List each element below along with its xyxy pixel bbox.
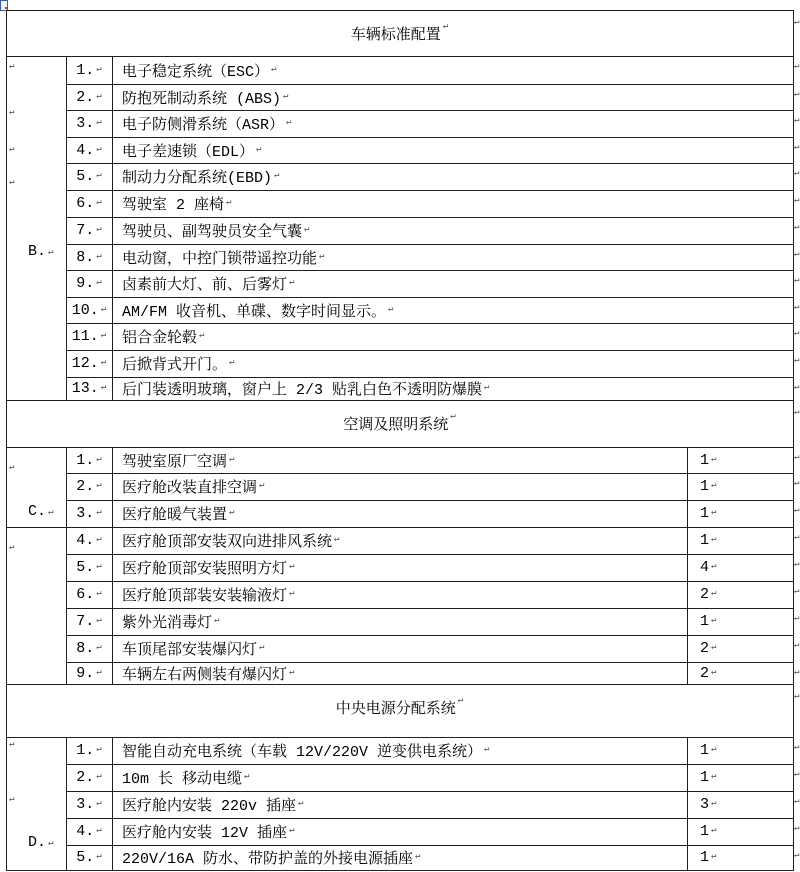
- pilcrow-mark: ↵: [711, 666, 717, 677]
- row-end-mark: ↵: [794, 796, 800, 806]
- item-desc-cell-text: 驾驶室原厂空调: [122, 453, 228, 471]
- pilcrow-mark: ↵: [96, 798, 102, 808]
- item-desc-cell-text: 医疗舱顶部安装照明方灯: [122, 561, 288, 578]
- pilcrow-mark: ↵: [96, 63, 102, 74]
- row-number-cell: [66, 163, 112, 190]
- pilcrow-mark: ↵: [96, 224, 102, 234]
- row-end-mark: ↵: [794, 382, 800, 392]
- item-qty-cell-text: 1: [700, 505, 710, 522]
- pilcrow-mark: ↵: [289, 588, 295, 598]
- item-desc-cell-text: 医疗舱内安装 12V 插座: [122, 825, 288, 842]
- item-desc-cell: [112, 662, 687, 684]
- item-desc-cell-text: 车顶尾部安装爆闪灯: [122, 642, 258, 659]
- item-desc-cell: [112, 163, 793, 190]
- row-end-mark: ↵: [794, 355, 800, 365]
- empty-paragraph-mark: ↵: [9, 739, 15, 749]
- pilcrow-mark: ↵: [96, 277, 102, 287]
- row-number-cell: [66, 56, 112, 84]
- row-number-cell: [66, 217, 112, 244]
- row-number-cell: [66, 500, 112, 527]
- empty-paragraph-mark: ↵: [9, 61, 15, 71]
- item-qty-cell: [687, 818, 793, 845]
- row-number-cell-text: 7.: [76, 613, 95, 630]
- row-number-cell: [66, 845, 112, 870]
- pilcrow-mark: ↵: [711, 798, 717, 808]
- pilcrow-mark: ↵: [96, 561, 102, 571]
- pilcrow-mark: ↵: [286, 117, 292, 127]
- row-number-cell-text: 10.: [71, 301, 99, 319]
- item-desc-cell-text: 电子差速锁（EDL）: [122, 143, 255, 161]
- pilcrow-mark: ↵: [96, 480, 102, 490]
- pilcrow-mark: ↵: [214, 615, 220, 625]
- pilcrow-mark: ↵: [96, 453, 102, 464]
- item-desc-cell: [112, 84, 793, 110]
- row-number-cell-text: 6.: [76, 586, 95, 603]
- item-desc-cell-text: 后掀背式开门。: [122, 357, 228, 374]
- item-desc-cell: [112, 737, 687, 764]
- row-number-cell-text: 5.: [76, 168, 95, 185]
- item-qty-cell-text: 1: [700, 478, 710, 495]
- item-qty-cell: [687, 764, 793, 791]
- pilcrow-mark: ↵: [96, 771, 102, 781]
- pilcrow-mark: ↵: [96, 117, 102, 127]
- row-end-mark: ↵: [794, 195, 800, 205]
- pilcrow-mark: ↵: [283, 90, 289, 101]
- item-desc-cell-text: 220V/16A 防水、带防护盖的外接电源插座: [122, 851, 414, 868]
- row-number-cell-text: 1.: [76, 742, 95, 759]
- item-desc-cell-text: 紫外光消毒灯: [122, 615, 213, 632]
- row-end-mark: ↵: [794, 61, 800, 71]
- pilcrow-mark: ↵: [319, 250, 325, 261]
- item-desc-cell-text: 卤素前大灯、前、后雾灯: [122, 277, 288, 294]
- row-number-cell-text: 4.: [76, 823, 95, 840]
- pilcrow-mark: ↵: [100, 357, 107, 367]
- pilcrow-mark: ↵: [289, 666, 295, 677]
- pilcrow-mark: ↵: [711, 561, 717, 571]
- item-desc-cell: [112, 323, 793, 350]
- row-end-mark: ↵: [794, 691, 800, 701]
- pilcrow-mark: ↵: [711, 825, 717, 835]
- item-qty-cell: [687, 473, 793, 500]
- pilcrow-mark: ↵: [256, 143, 262, 154]
- pilcrow-mark: ↵: [711, 744, 717, 754]
- pilcrow-mark: ↵: [96, 197, 102, 207]
- item-qty-cell-text: 4: [700, 559, 710, 576]
- pilcrow-mark: ↵: [199, 330, 205, 340]
- item-qty-cell-text: 1: [700, 769, 710, 786]
- item-qty-cell-text: 1: [700, 823, 710, 840]
- row-number-cell: [66, 447, 112, 473]
- item-qty-cell: [687, 737, 793, 764]
- row-number-cell-text: 3.: [76, 505, 95, 522]
- row-number-cell: [66, 662, 112, 684]
- pilcrow-mark: ↵: [100, 303, 107, 314]
- pilcrow-mark: ↵: [229, 453, 235, 464]
- pilcrow-mark: ↵: [711, 642, 717, 652]
- row-end-mark: ↵: [794, 115, 800, 125]
- pilcrow-mark: ↵: [48, 838, 54, 848]
- item-desc-cell: [112, 554, 687, 581]
- pilcrow-mark: ↵: [229, 357, 235, 367]
- section-title-text: 车辆标准配置: [350, 27, 441, 44]
- empty-paragraph-mark: ↵: [9, 794, 15, 804]
- pilcrow-mark: ↵: [442, 21, 449, 31]
- section-title: [6, 400, 793, 447]
- row-end-mark: ↵: [794, 302, 800, 312]
- section-label: [28, 834, 53, 851]
- item-qty-cell: [687, 845, 793, 870]
- section-title-text: 中央电源分配系统: [335, 701, 456, 718]
- row-number-cell: [66, 110, 112, 137]
- item-desc-cell-text: AM/FM 收音机、单碟、数字时间显示。: [122, 303, 387, 321]
- row-number-cell-text: 5.: [76, 849, 95, 866]
- row-number-cell-text: 11.: [71, 328, 99, 345]
- pilcrow-mark: ↵: [96, 666, 102, 677]
- item-qty-cell-text: 1: [700, 451, 710, 469]
- item-desc-cell: [112, 190, 793, 217]
- row-number-cell: [66, 527, 112, 554]
- item-desc-cell: [112, 350, 793, 377]
- row-end-mark: ↵: [794, 328, 800, 338]
- item-qty-cell-text: 1: [700, 849, 710, 866]
- item-qty-cell-text: 1: [700, 742, 710, 759]
- row-number-cell: [66, 244, 112, 270]
- item-desc-cell-text: 10m 长 移动电缆: [122, 771, 243, 788]
- row-end-mark: ↵: [794, 505, 800, 515]
- item-qty-cell: [687, 608, 793, 635]
- item-qty-cell: [687, 791, 793, 818]
- row-number-cell-text: 2.: [76, 478, 95, 495]
- item-qty-cell-text: 2: [700, 640, 710, 657]
- item-qty-cell: [687, 447, 793, 473]
- pilcrow-mark: ↵: [711, 615, 717, 625]
- row-end-mark: ↵: [794, 17, 800, 27]
- row-end-mark: ↵: [794, 850, 800, 860]
- item-desc-cell: [112, 764, 687, 791]
- section-label: [28, 503, 53, 520]
- row-number-cell: [66, 377, 112, 400]
- empty-paragraph-mark: ↵: [9, 107, 15, 117]
- pilcrow-mark: ↵: [711, 453, 717, 464]
- row-end-mark: ↵: [794, 249, 800, 259]
- item-desc-cell: [112, 845, 687, 870]
- row-number-cell: [66, 323, 112, 350]
- item-desc-cell-text: 驾驶员、副驾驶员安全气囊: [122, 224, 303, 241]
- row-number-cell: [66, 764, 112, 791]
- row-number-cell-text: 2.: [76, 88, 95, 106]
- item-desc-cell: [112, 818, 687, 845]
- row-number-cell-text: 6.: [76, 195, 95, 212]
- row-end-mark: ↵: [794, 222, 800, 232]
- item-desc-cell-text: 后门装透明玻璃，窗户上 2/3 贴乳白色不透明防爆膜: [122, 382, 483, 399]
- row-number-cell-text: 2.: [76, 769, 95, 786]
- item-desc-cell: [112, 137, 793, 163]
- pilcrow-mark: ↵: [484, 744, 490, 754]
- item-desc-cell: [112, 110, 793, 137]
- row-number-cell: [66, 297, 112, 323]
- pilcrow-mark: ↵: [289, 561, 295, 571]
- item-desc-cell: [112, 581, 687, 608]
- row-end-mark: ↵: [794, 559, 800, 569]
- pilcrow-mark: ↵: [450, 411, 456, 421]
- item-qty-cell-text: 3: [700, 796, 710, 813]
- item-desc-cell-text: 制动力分配系统(EBD): [122, 170, 273, 187]
- pilcrow-mark: ↵: [244, 771, 250, 781]
- row-end-mark: ↵: [794, 613, 800, 623]
- item-desc-cell: [112, 635, 687, 662]
- item-qty-cell-text: 2: [700, 664, 710, 682]
- item-desc-cell: [112, 56, 793, 84]
- pilcrow-mark: ↵: [274, 170, 280, 180]
- row-end-mark: ↵: [794, 142, 800, 152]
- item-desc-cell: [112, 608, 687, 635]
- row-end-mark: ↵: [794, 407, 800, 417]
- pilcrow-mark: ↵: [96, 90, 102, 101]
- row-number-cell: [66, 818, 112, 845]
- pilcrow-mark: ↵: [334, 534, 340, 544]
- item-qty-cell: [687, 554, 793, 581]
- row-number-cell-text: 9.: [76, 275, 95, 292]
- pilcrow-mark: ↵: [271, 63, 277, 74]
- pilcrow-mark: ↵: [96, 250, 102, 261]
- item-desc-cell: [112, 297, 793, 323]
- empty-paragraph-mark: ↵: [9, 144, 15, 154]
- pilcrow-mark: ↵: [298, 798, 304, 808]
- row-number-cell: [66, 473, 112, 500]
- row-number-cell-text: 1.: [76, 61, 95, 79]
- pilcrow-mark: ↵: [484, 382, 490, 392]
- pilcrow-mark: ↵: [229, 507, 235, 517]
- pilcrow-mark: ↵: [711, 534, 717, 544]
- pilcrow-mark: ↵: [96, 642, 102, 652]
- empty-paragraph-mark: ↵: [9, 177, 15, 187]
- empty-paragraph-mark: ↵: [9, 462, 15, 472]
- item-qty-cell: [687, 581, 793, 608]
- item-desc-cell-text: 医疗舱内安装 220v 插座: [122, 798, 297, 815]
- row-number-cell-text: 8.: [76, 640, 95, 657]
- pilcrow-mark: ↵: [259, 480, 265, 490]
- section-title-text: 空调及照明系统: [343, 417, 449, 434]
- pilcrow-mark: ↵: [48, 247, 54, 257]
- item-desc-cell: [112, 377, 793, 400]
- item-desc-cell: [112, 791, 687, 818]
- row-end-mark: ↵: [794, 667, 800, 677]
- item-desc-cell: [112, 270, 793, 297]
- item-qty-cell: [687, 500, 793, 527]
- pilcrow-mark: ↵: [711, 588, 717, 598]
- pilcrow-mark: ↵: [96, 825, 102, 835]
- row-end-mark: ↵: [794, 168, 800, 178]
- pilcrow-mark: ↵: [96, 588, 102, 598]
- item-desc-cell: [112, 527, 687, 554]
- item-qty-cell-text: 1: [700, 613, 710, 630]
- pilcrow-mark: ↵: [711, 507, 717, 517]
- row-number-cell: [66, 350, 112, 377]
- item-desc-cell: [112, 244, 793, 270]
- item-desc-cell-text: 医疗舱顶部装安装输液灯: [122, 588, 288, 605]
- row-number-cell: [66, 554, 112, 581]
- row-number-cell: [66, 581, 112, 608]
- row-end-mark: ↵: [794, 478, 800, 488]
- pilcrow-mark: ↵: [96, 534, 102, 544]
- pilcrow-mark: ↵: [711, 851, 717, 861]
- section-title: [6, 10, 793, 56]
- row-end-mark: ↵: [794, 275, 800, 285]
- item-qty-cell-text: 1: [700, 532, 710, 549]
- row-end-mark: ↵: [794, 823, 800, 833]
- row-number-cell-text: 12.: [71, 355, 99, 372]
- row-number-cell-text: 3.: [76, 796, 95, 813]
- item-desc-cell-text: 电子稳定系统（ESC）: [122, 63, 270, 81]
- section-label-text: B.: [28, 243, 47, 260]
- row-end-mark: ↵: [794, 532, 800, 542]
- item-desc-cell-text: 医疗舱暖气装置: [122, 507, 228, 524]
- pilcrow-mark: ↵: [415, 851, 421, 861]
- pilcrow-mark: ↵: [96, 507, 102, 517]
- pilcrow-mark: ↵: [96, 143, 102, 154]
- item-qty-cell: [687, 635, 793, 662]
- item-desc-cell-text: 电动窗，中控门锁带遥控功能: [122, 250, 318, 268]
- row-end-mark: ↵: [794, 586, 800, 596]
- row-number-cell-text: 1.: [76, 451, 95, 469]
- item-desc-cell: [112, 217, 793, 244]
- pilcrow-mark: ↵: [304, 224, 310, 234]
- item-desc-cell-text: 驾驶室 2 座椅: [122, 197, 225, 214]
- row-number-cell-text: 9.: [76, 664, 95, 682]
- item-qty-cell: [687, 527, 793, 554]
- row-end-mark: ↵: [794, 742, 800, 752]
- row-number-cell-text: 8.: [76, 248, 95, 266]
- section-label-text: C.: [28, 503, 47, 520]
- row-number-cell-text: 4.: [76, 532, 95, 549]
- pilcrow-mark: ↵: [96, 615, 102, 625]
- empty-paragraph-mark: ↵: [9, 542, 15, 552]
- pilcrow-mark: ↵: [226, 197, 232, 207]
- pilcrow-mark: ↵: [457, 695, 464, 705]
- pilcrow-mark: ↵: [388, 303, 394, 314]
- section-label: [28, 243, 53, 260]
- pilcrow-mark: ↵: [259, 642, 265, 652]
- pilcrow-mark: ↵: [100, 330, 107, 340]
- row-number-cell: [66, 635, 112, 662]
- row-end-mark: ↵: [794, 89, 800, 99]
- item-desc-cell-text: 车辆左右两侧装有爆闪灯: [122, 666, 288, 684]
- row-end-mark: ↵: [794, 640, 800, 650]
- pilcrow-mark: ↵: [289, 277, 295, 287]
- pilcrow-mark: ↵: [711, 771, 717, 781]
- section-title: [6, 684, 793, 737]
- grid-line: [6, 870, 794, 871]
- item-qty-cell: [687, 662, 793, 684]
- row-number-cell: [66, 137, 112, 163]
- item-desc-cell: [112, 473, 687, 500]
- pilcrow-mark: ↵: [96, 851, 102, 861]
- pilcrow-mark: ↵: [100, 382, 107, 392]
- row-number-cell-text: 3.: [76, 115, 95, 132]
- item-desc-cell-text: 防抱死制动系统 (ABS): [122, 90, 282, 108]
- section-label-text: D.: [28, 834, 47, 851]
- pilcrow-mark: ↵: [289, 825, 295, 835]
- item-qty-cell-text: 2: [700, 586, 710, 603]
- row-number-cell: [66, 84, 112, 110]
- item-desc-cell: [112, 447, 687, 473]
- pilcrow-mark: ↵: [96, 744, 102, 754]
- row-number-cell: [66, 270, 112, 297]
- pilcrow-mark: ↵: [48, 507, 54, 517]
- pilcrow-mark: ↵: [711, 480, 717, 490]
- row-number-cell-text: 5.: [76, 559, 95, 576]
- row-end-mark: ↵: [794, 769, 800, 779]
- row-number-cell: [66, 190, 112, 217]
- item-desc-cell-text: 电子防侧滑系统（ASR）: [122, 117, 285, 134]
- item-desc-cell-text: 医疗舱顶部安装双向进排风系统: [122, 534, 333, 551]
- row-number-cell-text: 7.: [76, 222, 95, 239]
- item-desc-cell-text: 医疗舱改装直排空调: [122, 480, 258, 497]
- row-number-cell: [66, 791, 112, 818]
- row-number-cell: [66, 737, 112, 764]
- item-desc-cell-text: 智能自动充电系统（车载 12V/220V 逆变供电系统）: [122, 744, 483, 761]
- row-number-cell-text: 4.: [76, 141, 95, 159]
- row-end-mark: ↵: [794, 452, 800, 462]
- pilcrow-mark: ↵: [96, 170, 102, 180]
- item-desc-cell-text: 铝合金轮毂: [122, 330, 198, 347]
- row-number-cell: [66, 608, 112, 635]
- row-number-cell-text: 13.: [71, 380, 99, 397]
- item-desc-cell: [112, 500, 687, 527]
